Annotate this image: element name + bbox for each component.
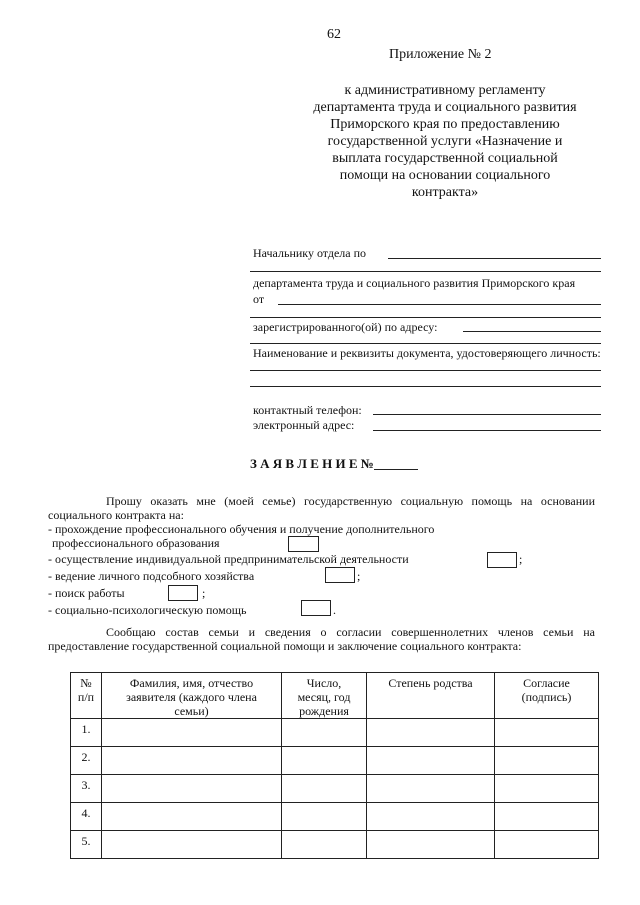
row-number: 3. (71, 775, 102, 803)
document-field-continuation[interactable] (250, 386, 601, 387)
head-field-continuation[interactable] (250, 271, 601, 272)
request-intro: Прошу оказать мне (моей семье) государственную социальную помощь на основании (106, 494, 595, 508)
option-farming-checkbox[interactable] (325, 567, 355, 583)
option-job-search: - поиск работы (48, 586, 125, 600)
table-row (71, 803, 599, 831)
header-text: месяц, год (297, 690, 351, 704)
consent-cell[interactable] (495, 719, 599, 747)
appendix-line: выплата государственной социальной (332, 151, 558, 166)
head-field[interactable] (388, 258, 601, 259)
col-name-header (102, 673, 282, 719)
birthdate-cell[interactable] (282, 719, 367, 747)
relation-cell[interactable] (367, 831, 495, 859)
family-intro-cont: предоставление государственной социальной помощи и заключение социального контракта: (48, 639, 522, 653)
appendix-line: государственной услуги «Назначение и (327, 134, 563, 149)
document-field[interactable] (250, 370, 601, 371)
appendix-block (290, 82, 600, 201)
col-relation-header (367, 673, 495, 719)
option-business-checkbox[interactable] (487, 552, 517, 568)
birthdate-cell[interactable] (282, 747, 367, 775)
consent-cell[interactable] (495, 803, 599, 831)
row-number: 5. (71, 831, 102, 859)
option-job-search-suffix: ; (202, 586, 206, 600)
page-number: 62 (327, 27, 341, 42)
name-cell[interactable] (102, 831, 282, 859)
row-number: 2. (71, 747, 102, 775)
consent-cell[interactable] (495, 775, 599, 803)
statement-number-field[interactable] (374, 469, 418, 470)
head-label: Начальнику отдела по (253, 246, 367, 260)
from-label: от (253, 292, 265, 306)
header-text: Фамилия, имя, отчество (129, 676, 254, 690)
relation-cell[interactable] (367, 747, 495, 775)
name-cell[interactable] (102, 775, 282, 803)
relation-cell[interactable] (367, 719, 495, 747)
email-label: электронный адрес: (253, 418, 355, 432)
appendix-title: Приложение № 2 (389, 47, 492, 62)
consent-cell[interactable] (495, 831, 599, 859)
header-text: п/п (77, 690, 95, 704)
option-business: - осуществление индивидуальной предпринимательской деятельности (48, 552, 409, 566)
appendix-line: к административному регламенту (344, 83, 546, 98)
option-job-search-checkbox[interactable] (168, 585, 198, 601)
email-field[interactable] (373, 430, 601, 431)
birthdate-cell[interactable] (282, 775, 367, 803)
name-cell[interactable] (102, 803, 282, 831)
appendix-line: контракта» (411, 185, 479, 200)
address-field[interactable] (463, 331, 601, 332)
option-farming-suffix: ; (357, 569, 361, 583)
col-consent-header (495, 673, 599, 719)
statement-title: З А Я В Л Е Н И Е № (250, 456, 374, 471)
address-label: зарегистрированного(ой) по адресу: (253, 320, 438, 334)
birthdate-cell[interactable] (282, 831, 367, 859)
header-text: Согласие (523, 676, 570, 690)
row-number: 4. (71, 803, 102, 831)
phone-label: контактный телефон: (253, 403, 362, 417)
header-text: № (80, 676, 92, 690)
option-training-checkbox[interactable] (288, 536, 319, 552)
request-intro-cont: социального контракта на: (48, 508, 184, 522)
department-line: департамента труда и социального развития Приморского края (253, 276, 576, 290)
header-text: (подпись) (521, 690, 572, 704)
phone-field[interactable] (373, 414, 601, 415)
appendix-line: помощи на основании социального (339, 168, 551, 183)
table-row (71, 775, 599, 803)
header-text: семьи) (174, 704, 209, 718)
appendix-line: Приморского края по предоставлению (330, 117, 560, 132)
relation-cell[interactable] (367, 803, 495, 831)
from-field[interactable] (278, 304, 601, 305)
header-text: Степень родства (388, 676, 473, 690)
option-psych-help-suffix: . (333, 603, 336, 617)
table-row (71, 719, 599, 747)
birthdate-cell[interactable] (282, 803, 367, 831)
appendix-line: департамента труда и социального развития (313, 100, 577, 115)
col-birthdate-header (282, 673, 367, 719)
consent-cell[interactable] (495, 747, 599, 775)
document-label: Наименование и реквизиты документа, удостоверяющего личность: (253, 346, 601, 360)
col-number-header (71, 673, 102, 719)
name-cell[interactable] (102, 719, 282, 747)
from-field-continuation[interactable] (250, 317, 601, 318)
option-psych-help-checkbox[interactable] (301, 600, 331, 616)
header-text: рождения (299, 704, 349, 718)
option-farming: - ведение личного подсобного хозяйства (48, 569, 255, 583)
option-psych-help: - социально-психологическую помощь (48, 603, 247, 617)
address-field-continuation[interactable] (250, 343, 601, 344)
option-training: - прохождение профессионального обучения и получение дополнительного (48, 522, 435, 536)
header-text: заявителя (каждого члена (126, 690, 257, 704)
family-intro: Сообщаю состав семьи и сведения о согласии совершеннолетних членов семьи на (106, 625, 595, 639)
relation-cell[interactable] (367, 775, 495, 803)
option-business-suffix: ; (519, 552, 523, 566)
table-header-row (71, 673, 599, 719)
row-number: 1. (71, 719, 102, 747)
option-training-cont: профессионального образования (52, 536, 220, 550)
name-cell[interactable] (102, 747, 282, 775)
family-table (70, 672, 599, 859)
table-row (71, 747, 599, 775)
header-text: Число, (306, 676, 342, 690)
table-row (71, 831, 599, 859)
